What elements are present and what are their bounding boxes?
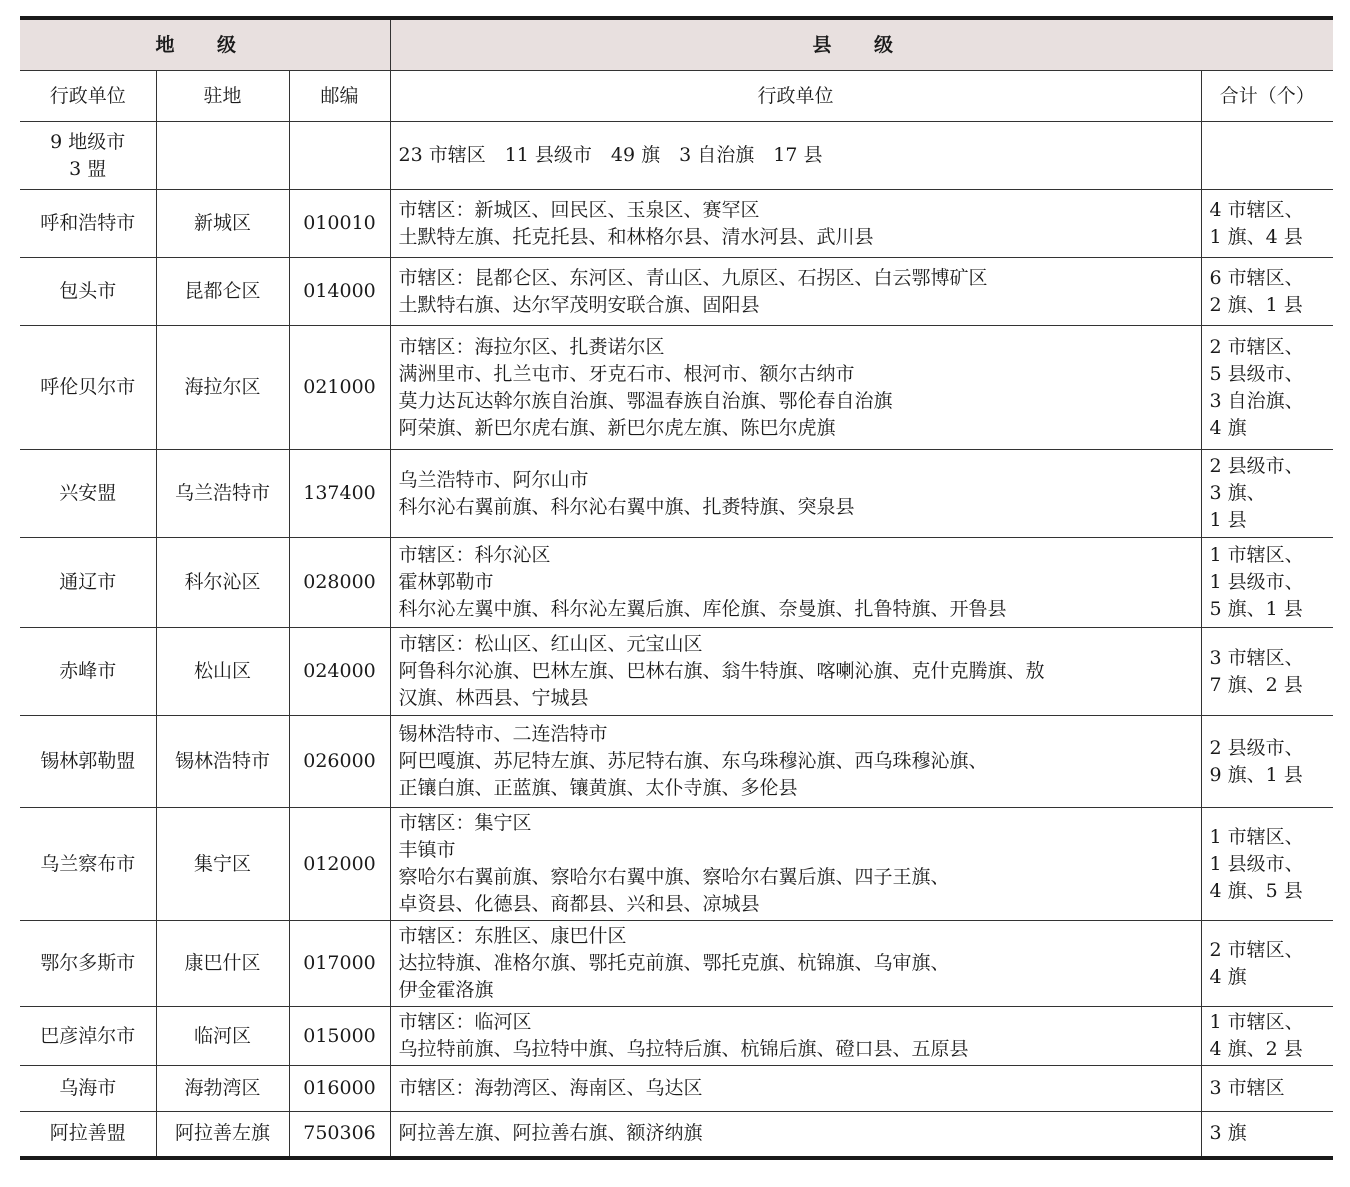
county-units-cell [390,808,1201,921]
total-line: 4 旗、2 县 [1209,1038,1303,1060]
county-units-line: 市辖区：松山区、红山区、元宝山区 [398,633,703,655]
summary-seat [156,122,289,190]
county-units-line: 市辖区：海拉尔区、扎赉诺尔区 [398,335,665,358]
total-line: 1 县 [1209,509,1247,531]
seat-cell: 科尔沁区 [156,538,289,628]
total-cell [1201,808,1333,921]
col-header-county-units: 行政单位 [390,71,1201,122]
table-row [20,258,1333,326]
county-units-line: 察哈尔右翼前旗、察哈尔右翼中旗、察哈尔右翼后旗、四子王旗、 [398,866,950,888]
table-row [20,1007,1333,1066]
total-line: 3 旗、 [1209,482,1266,504]
postcode-cell: 028000 [289,538,390,628]
total-line: 1 市辖区、 [1209,825,1304,848]
county-level-header: 县 级 [390,18,1333,71]
county-units-line: 阿巴嘎旗、苏尼特左旗、苏尼特右旗、东乌珠穆沁旗、西乌珠穆沁旗、 [398,750,988,772]
county-units-line: 市辖区：昆都仑区、东河区、青山区、九原区、石拐区、白云鄂博矿区 [398,266,988,289]
table-row [20,808,1333,921]
unit-cell: 阿拉善盟 [20,1112,156,1158]
total-line: 5 旗、1 县 [1209,598,1303,620]
postcode-cell: 016000 [289,1066,390,1112]
summary-total [1201,122,1333,190]
county-units-line: 市辖区：集宁区 [398,812,532,834]
county-units-line: 满洲里市、扎兰屯市、牙克石市、根河市、额尔古纳市 [398,362,855,385]
seat-cell: 新城区 [156,190,289,258]
column-header-row [20,71,1333,122]
postcode-cell: 026000 [289,716,390,808]
total-cell [1201,716,1333,808]
summary-county-text: 23 市辖区 11 县级市 49 旗 3 自治旗 17 县 [390,122,1201,190]
county-units-cell [390,716,1201,808]
county-units-line: 土默特右旗、达尔罕茂明安联合旗、固阳县 [398,293,760,316]
county-units-line: 正镶白旗、正蓝旗、镶黄旗、太仆寺旗、多伦县 [398,777,798,799]
table-row [20,1066,1333,1112]
total-cell [1201,450,1333,538]
total-line: 1 市辖区、 [1209,1011,1304,1033]
admin-divisions-table [20,16,1333,1160]
summary-postcode [289,122,390,190]
col-header-unit: 行政单位 [20,71,156,122]
table-row [20,921,1333,1007]
seat-cell: 集宁区 [156,808,289,921]
postcode-cell: 010010 [289,190,390,258]
total-line: 4 旗、5 县 [1209,879,1303,902]
county-units-line: 市辖区：科尔沁区 [398,544,551,566]
seat-cell: 乌兰浩特市 [156,450,289,538]
prefecture-level-header: 地 级 [20,18,390,71]
unit-cell: 呼伦贝尔市 [20,326,156,450]
table-row [20,450,1333,538]
county-units-line: 伊金霍洛旗 [398,979,494,1001]
summary-row [20,122,1333,190]
county-units-line: 乌兰浩特市、阿尔山市 [398,468,589,491]
county-units-line: 土默特左旗、托克托县、和林格尔县、清水河县、武川县 [398,225,874,248]
county-units-cell [390,450,1201,538]
county-units-line: 卓资县、化德县、商都县、兴和县、凉城县 [398,893,760,915]
county-units-line: 市辖区：海勃湾区、海南区、乌达区 [398,1077,703,1099]
county-units-line: 锡林浩特市、二连浩特市 [398,723,608,745]
county-units-line: 乌拉特前旗、乌拉特中旗、乌拉特后旗、杭锦后旗、磴口县、五原县 [398,1038,969,1060]
unit-cell: 乌海市 [20,1066,156,1112]
unit-cell: 通辽市 [20,538,156,628]
total-cell [1201,921,1333,1007]
seat-cell: 阿拉善左旗 [156,1112,289,1158]
group-header-row [20,18,1333,71]
postcode-cell: 021000 [289,326,390,450]
seat-cell: 松山区 [156,628,289,716]
county-units-cell [390,628,1201,716]
table-row [20,628,1333,716]
postcode-cell: 014000 [289,258,390,326]
county-units-line: 市辖区：东胜区、康巴什区 [398,925,627,947]
county-units-cell [390,921,1201,1007]
total-line: 3 市辖区、 [1209,646,1304,669]
unit-cell: 巴彦淖尔市 [20,1007,156,1066]
total-cell [1201,628,1333,716]
total-line: 1 市辖区、 [1209,544,1304,566]
county-units-cell [390,1112,1201,1158]
col-header-seat: 驻地 [156,71,289,122]
total-line: 5 县级市、 [1209,362,1304,385]
total-line: 7 旗、2 县 [1209,673,1303,696]
total-line: 3 自治旗、 [1209,389,1304,412]
total-line: 2 县级市、 [1209,455,1304,477]
total-line: 2 市辖区、 [1209,938,1304,961]
county-units-line: 阿荣旗、新巴尔虎右旗、新巴尔虎左旗、陈巴尔虎旗 [398,416,836,439]
col-header-total: 合计（个） [1201,71,1333,122]
total-line: 3 旗 [1209,1122,1247,1145]
unit-cell: 兴安盟 [20,450,156,538]
total-line: 2 旗、1 县 [1209,293,1303,316]
seat-cell: 康巴什区 [156,921,289,1007]
total-line: 3 市辖区 [1209,1077,1285,1099]
postcode-cell: 017000 [289,921,390,1007]
total-line: 1 县级市、 [1209,852,1304,875]
postcode-cell: 750306 [289,1112,390,1158]
county-units-line: 莫力达瓦达斡尔族自治旗、鄂温春族自治旗、鄂伦春自治旗 [398,389,893,412]
unit-cell: 赤峰市 [20,628,156,716]
postcode-cell: 012000 [289,808,390,921]
postcode-cell: 137400 [289,450,390,538]
county-units-line: 丰镇市 [398,839,456,861]
seat-cell: 临河区 [156,1007,289,1066]
seat-cell: 昆都仑区 [156,258,289,326]
county-units-line: 霍林郭勒市 [398,571,494,593]
table-row [20,538,1333,628]
total-line: 1 县级市、 [1209,571,1304,593]
total-cell [1201,1007,1333,1066]
total-line: 4 旗 [1209,416,1247,439]
postcode-cell: 015000 [289,1007,390,1066]
total-line: 2 市辖区、 [1209,335,1304,358]
county-units-cell [390,538,1201,628]
total-line: 4 旗 [1209,965,1247,988]
county-units-cell [390,1066,1201,1112]
table-row [20,190,1333,258]
total-cell [1201,258,1333,326]
county-units-cell [390,190,1201,258]
seat-cell: 海拉尔区 [156,326,289,450]
county-units-line: 科尔沁右翼前旗、科尔沁右翼中旗、扎赉特旗、突泉县 [398,495,855,518]
unit-cell: 鄂尔多斯市 [20,921,156,1007]
seat-cell: 海勃湾区 [156,1066,289,1112]
total-cell [1201,1066,1333,1112]
total-cell [1201,538,1333,628]
unit-cell: 呼和浩特市 [20,190,156,258]
county-units-cell [390,258,1201,326]
total-line: 9 旗、1 县 [1209,763,1303,786]
unit-cell: 锡林郭勒盟 [20,716,156,808]
unit-cell: 乌兰察布市 [20,808,156,921]
total-cell [1201,1112,1333,1158]
summary-unit: 9 地级市 3 盟 [20,122,156,190]
table-row [20,326,1333,450]
table-row [20,716,1333,808]
total-line: 1 旗、4 县 [1209,225,1303,248]
county-units-line: 阿拉善左旗、阿拉善右旗、额济纳旗 [398,1122,703,1145]
total-cell [1201,190,1333,258]
col-header-postcode: 邮编 [289,71,390,122]
county-units-line: 汉旗、林西县、宁城县 [398,687,589,709]
total-line: 6 市辖区、 [1209,266,1304,289]
seat-cell: 锡林浩特市 [156,716,289,808]
total-cell [1201,326,1333,450]
county-units-line: 达拉特旗、准格尔旗、鄂托克前旗、鄂托克旗、杭锦旗、乌审旗、 [398,952,950,974]
county-units-line: 市辖区：临河区 [398,1011,532,1033]
county-units-line: 阿鲁科尔沁旗、巴林左旗、巴林右旗、翁牛特旗、喀喇沁旗、克什克腾旗、敖 [398,660,1045,682]
total-line: 4 市辖区、 [1209,198,1304,221]
postcode-cell: 024000 [289,628,390,716]
county-units-line: 市辖区：新城区、回民区、玉泉区、赛罕区 [398,198,760,221]
county-units-cell [390,326,1201,450]
county-units-line: 科尔沁左翼中旗、科尔沁左翼后旗、库伦旗、奈曼旗、扎鲁特旗、开鲁县 [398,598,1007,620]
total-line: 2 县级市、 [1209,736,1304,759]
county-units-cell [390,1007,1201,1066]
unit-cell: 包头市 [20,258,156,326]
table-row [20,1112,1333,1158]
